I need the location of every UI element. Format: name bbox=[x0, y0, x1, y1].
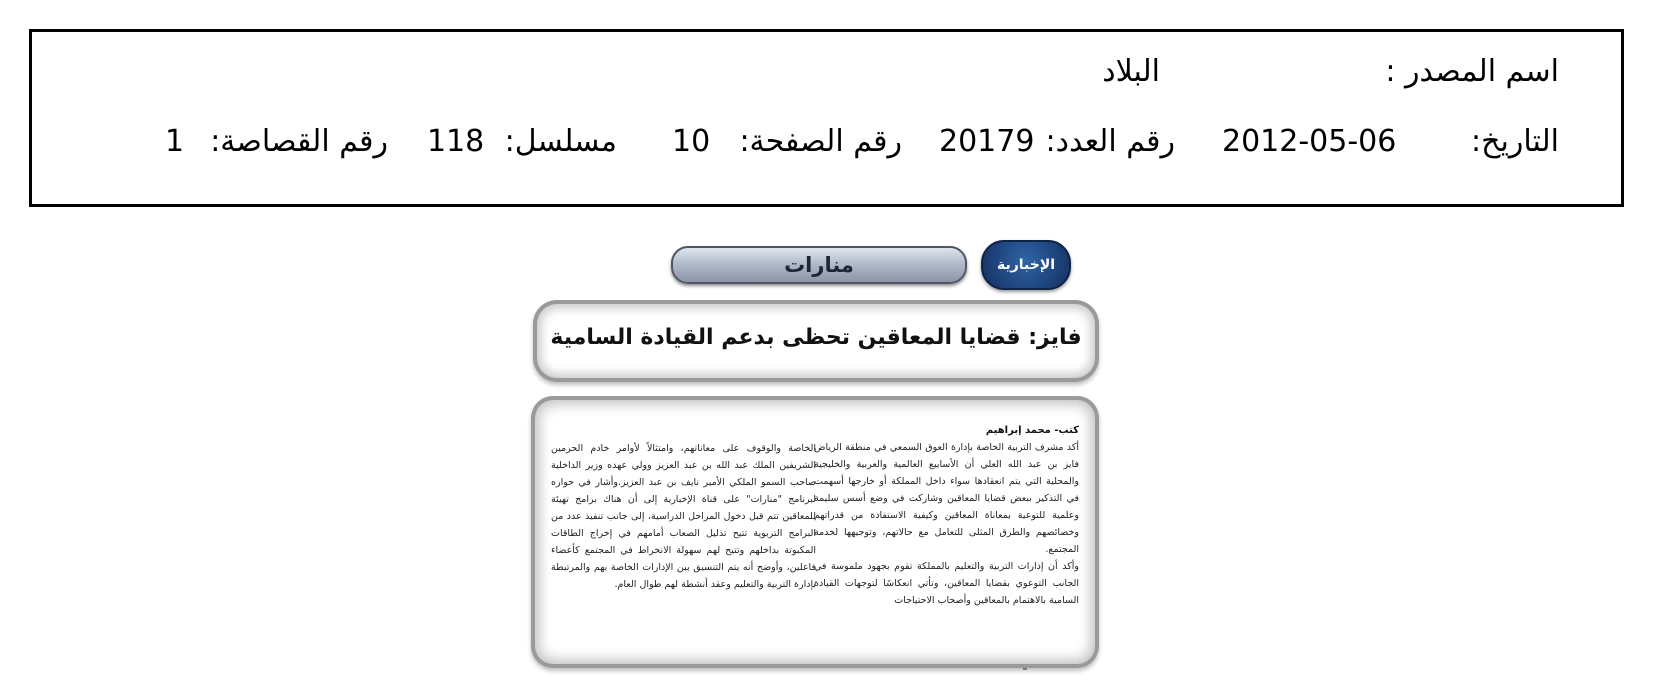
clipping-header bbox=[529, 236, 1101, 292]
channel-logo: الإخبارية bbox=[981, 240, 1071, 290]
serial-value: 118 bbox=[427, 124, 485, 159]
scan-artifact bbox=[1023, 668, 1027, 670]
headline-box bbox=[533, 300, 1099, 382]
section-title: منارات bbox=[671, 246, 967, 284]
date-label: التاريخ: bbox=[1471, 124, 1559, 159]
source-value: البلاد bbox=[1102, 54, 1160, 89]
source-label: اسم المصدر : bbox=[1385, 54, 1559, 89]
page-value: 10 bbox=[672, 124, 711, 159]
paragraph: وأكد أن إدارات التربية والتعليم بالمملكة تقوم بجهود ملموسة في الجانب التوعوي بقضايا المعاقين، وتأتي انعكاسًا لتوجهات القيادة السامية بالاهتمام بالمعاقين وأصحاب الاحتياجات bbox=[814, 561, 1079, 606]
clip-label: رقم القصاصة: bbox=[210, 124, 388, 159]
article-body bbox=[531, 396, 1099, 668]
article-column-left bbox=[551, 440, 816, 593]
paragraph: أكد مشرف التربية الخاصة بإدارة العوق السمعي في منطقة الرياض فايز بن عبد الله العلي أن الأسابيع العالمية والعربية والخليجية والمحلية التي يتم انعقادها سواء داخل المملكة أو خارجها أسهمت في التذكير ببعض قضايا المعاقين وشاركت في وضع أسس سليمة وعلمية للتوعية بمعاناة المعاقين وكيفية الاستفادة من قدراتهم وخصائصهم والطرق المثلى للتعامل مع حالاتهم، وتوجيهها لخدمة المجتمع. bbox=[814, 442, 1079, 555]
byline: كتب- محمد إبراهيم bbox=[985, 425, 1079, 436]
newspaper-clipping bbox=[529, 236, 1101, 672]
clip-value: 1 bbox=[165, 124, 185, 159]
issue-value: 20179 bbox=[939, 124, 1035, 159]
issue-label: رقم العدد: bbox=[1045, 124, 1175, 159]
paragraph: الخاصة والوقوف على معاناتهم، وامتثالاً لأوامر خادم الحرمين الشريفين الملك عبد الله بن عبد العزيز وولي عهده وزير الداخلية صاحب السمو الملكي الأمير نايف بن عبد العزيز.وأشار في حواره لبرنامج "منارات" على قناة الإخبارية إلى أن هناك برامج تهيئة للمعاقين تتم قبل دخول المراحل الدراسية، إلى جانب تنفيذ عدد من البرامج التربوية تتيح تذليل الصعاب أمامهم في إخراج الطاقات المكبوتة بداخلهم وتتيح لهم سهولة الانخراط في المجتمع كأعضاء فاعلين، وأوضح أنه يتم التنسيق بين الإدارات الخاصة بهم والمرتبطة بإدارة التربية والتعليم وعقد أنشطة لهم طوال العام. bbox=[551, 443, 816, 590]
article-column-right bbox=[814, 422, 1079, 609]
date-value: 2012-05-06 bbox=[1222, 124, 1397, 159]
serial-label: مسلسل: bbox=[504, 124, 617, 159]
metadata-box bbox=[29, 29, 1624, 207]
headline: فايز: قضايا المعاقين تحظى بدعم القيادة السامية bbox=[550, 325, 1082, 350]
page-label: رقم الصفحة: bbox=[739, 124, 902, 159]
